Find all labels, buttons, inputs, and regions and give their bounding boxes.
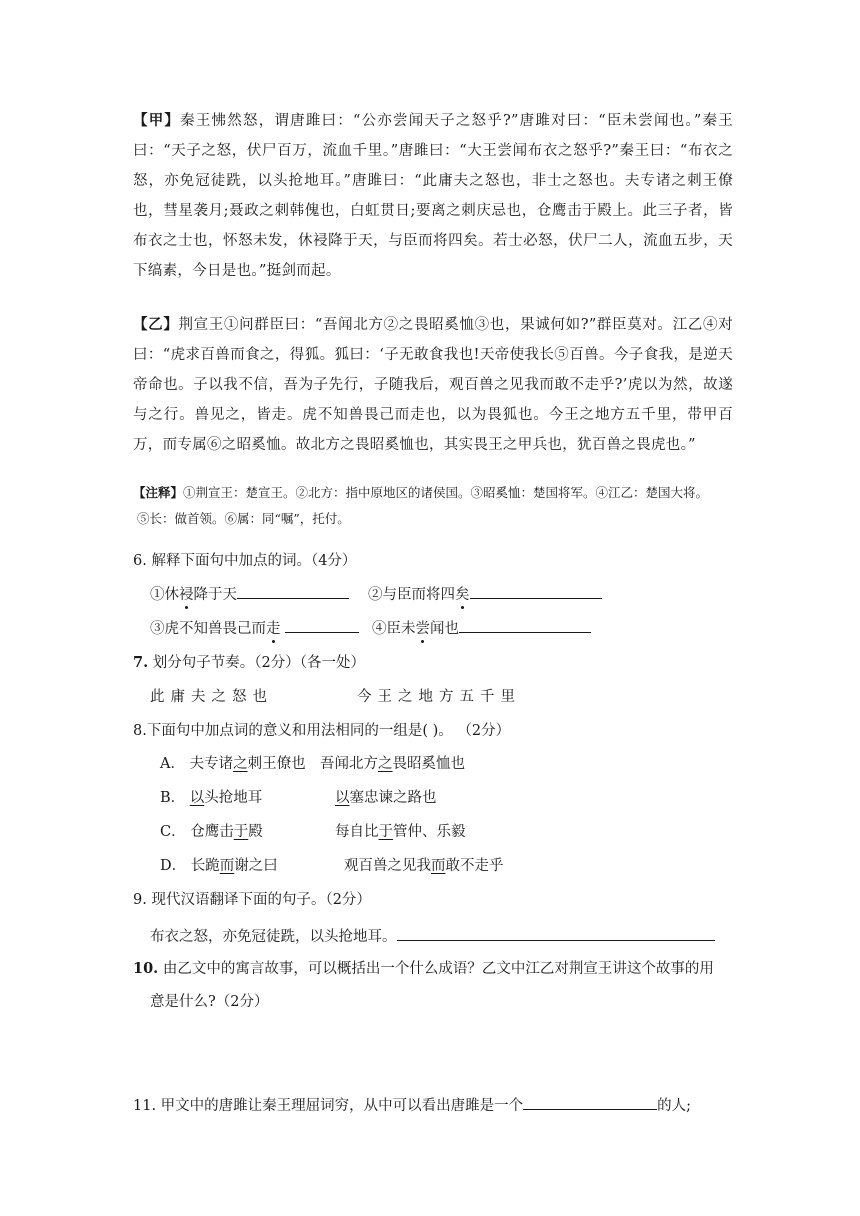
question-8-option-b-b: 以塞忠谏之路也 [335, 790, 437, 806]
question-8-title: 8.下面句中加点词的意义和用法相同的一组是( )。 （2分） [133, 723, 511, 739]
question-8-option-b[interactable]: B． 以头抢地耳 [160, 790, 263, 806]
question-7-sentence-1[interactable]: 此庸夫之怒也 [150, 689, 273, 705]
answer-blank[interactable] [470, 582, 602, 599]
question-6-item-4: ④臣未尝闻也 [372, 616, 591, 640]
underlined-char: 而 [431, 858, 446, 874]
answer-blank[interactable] [397, 924, 715, 941]
underlined-char: 于 [233, 824, 249, 840]
passage-jia [133, 106, 733, 286]
question-9-title: 9. 现代汉语翻译下面的句子。（2分） [133, 892, 371, 908]
answer-blank[interactable] [237, 582, 349, 599]
underlined-char: 之 [233, 756, 248, 772]
annotations-line-2: ⑤长：做首领。⑥属：同“嘱”，托付。 [137, 511, 350, 526]
question-6-title: 6. 解释下面句中加点的词。（4分） [133, 553, 357, 569]
question-6-item-3: ③虎不知兽畏己而走 [150, 616, 359, 640]
dotted-char: 走 [266, 621, 281, 637]
underlined-char: 以 [189, 790, 205, 806]
question-10-line-1: 10. 由乙文中的寓言故事，可以概括出一个什么成语？乙文中江乙对荆宣王讲这个故事的用 [133, 960, 714, 977]
annotations [133, 480, 733, 532]
question-9-sentence-row [150, 924, 715, 948]
question-10-answer-area[interactable] [150, 1025, 730, 1085]
annotations-line-1: ①荆宣王：楚宣王。②北方：指中原地区的诸侯国。③昭奚恤：楚国将军。④江乙：楚国大将。 [183, 485, 709, 500]
question-8-option-d[interactable]: D． 长跪而谢之曰 [160, 858, 278, 874]
passage-yi-text: 荆宣王①问群臣曰：“吾闻北方②之畏昭奚恤③也，果诚何如?”群臣莫对。江乙④对曰：“虎求百兽而食之，得狐。狐曰：‘子无敢食我也!天帝使我长⑤百兽。今子食我，是逆天帝命也。子以我不信，吾为子先行，子随我后，观百兽之见我而敢不走乎?’虎以为然，故遂与之行。兽见之，皆走。虎不知兽畏己而走也，以为畏狐也。今王之地方五千里，带甲百万，而专属⑥之昭奚恤。故北方之畏昭奚恤也，其实畏王之甲兵也，犹百兽之畏虎也。” [133, 317, 733, 453]
dotted-char: 祲 [179, 587, 194, 603]
question-6-item-2: ②与臣而将四矣 [368, 582, 602, 606]
question-7-sentence-2[interactable]: 今王之地方五千里 [357, 689, 521, 705]
question-8-option-a-b: 吾闻北方之畏昭奚恤也 [320, 756, 465, 772]
underlined-char: 之 [378, 756, 393, 772]
dotted-char: 尝 [415, 621, 430, 637]
passage-jia-text: 秦王怫然怒，谓唐雎曰：“公亦尝闻天子之怒乎?”唐雎对曰：“臣未尝闻也。”秦王曰：“天子之怒，伏尸百万，流血千里。”唐雎曰：“大王尝闻布衣之怒乎?”秦王曰：“布衣之怒，亦免冠徒跣，以头抢地耳。”唐雎曰：“此庸夫之怒也，非士之怒也。夫专诸之刺王僚也，彗星袭月;聂政之刺韩傀也，白虹贯日;要离之刺庆忌也，仓鹰击于殿上。此三子者，皆布衣之士也，怀怒未发，休祲降于天，与臣而将四矣。若士必怒，伏尸二人，流血五步，天下缟素，今日是也。”挺剑而起。 [133, 113, 733, 279]
underlined-char: 于 [378, 824, 393, 840]
passage-jia-tag: 【甲】 [133, 112, 181, 129]
question-11: 11. 甲文中的唐雎让秦王理屈词穷，从中可以看出唐雎是一个 的人; [133, 1093, 691, 1117]
underlined-char: 而 [219, 858, 235, 874]
question-8-option-c-b: 每自比于管仲、乐毅 [335, 824, 466, 840]
answer-blank[interactable] [523, 1093, 657, 1110]
answer-blank[interactable] [285, 616, 359, 633]
question-9-sentence: 布衣之怒，亦免冠徒跣，以头抢地耳。 [150, 929, 397, 945]
question-8-option-d-b: 观百兽之见我而敢不走乎 [344, 858, 504, 874]
question-10-line-2: 意是什么?（2分） [150, 994, 269, 1010]
answer-blank[interactable] [459, 616, 591, 633]
passage-yi-tag: 【乙】 [133, 316, 179, 333]
annotations-tag: 【注释】 [133, 485, 184, 500]
question-8-option-a[interactable]: A． 夫专诸之刺王僚也 [160, 756, 306, 772]
dotted-char: 矣 [455, 587, 470, 603]
question-7-title: 7. 划分句子节奏。（2分）（各一处） [133, 654, 365, 671]
passage-yi [133, 310, 733, 460]
underlined-char: 以 [335, 790, 350, 806]
question-8-option-c[interactable]: C． 仓鹰击于殿 [160, 824, 263, 840]
question-6-item-1: ①休祲降于天 [150, 582, 349, 606]
